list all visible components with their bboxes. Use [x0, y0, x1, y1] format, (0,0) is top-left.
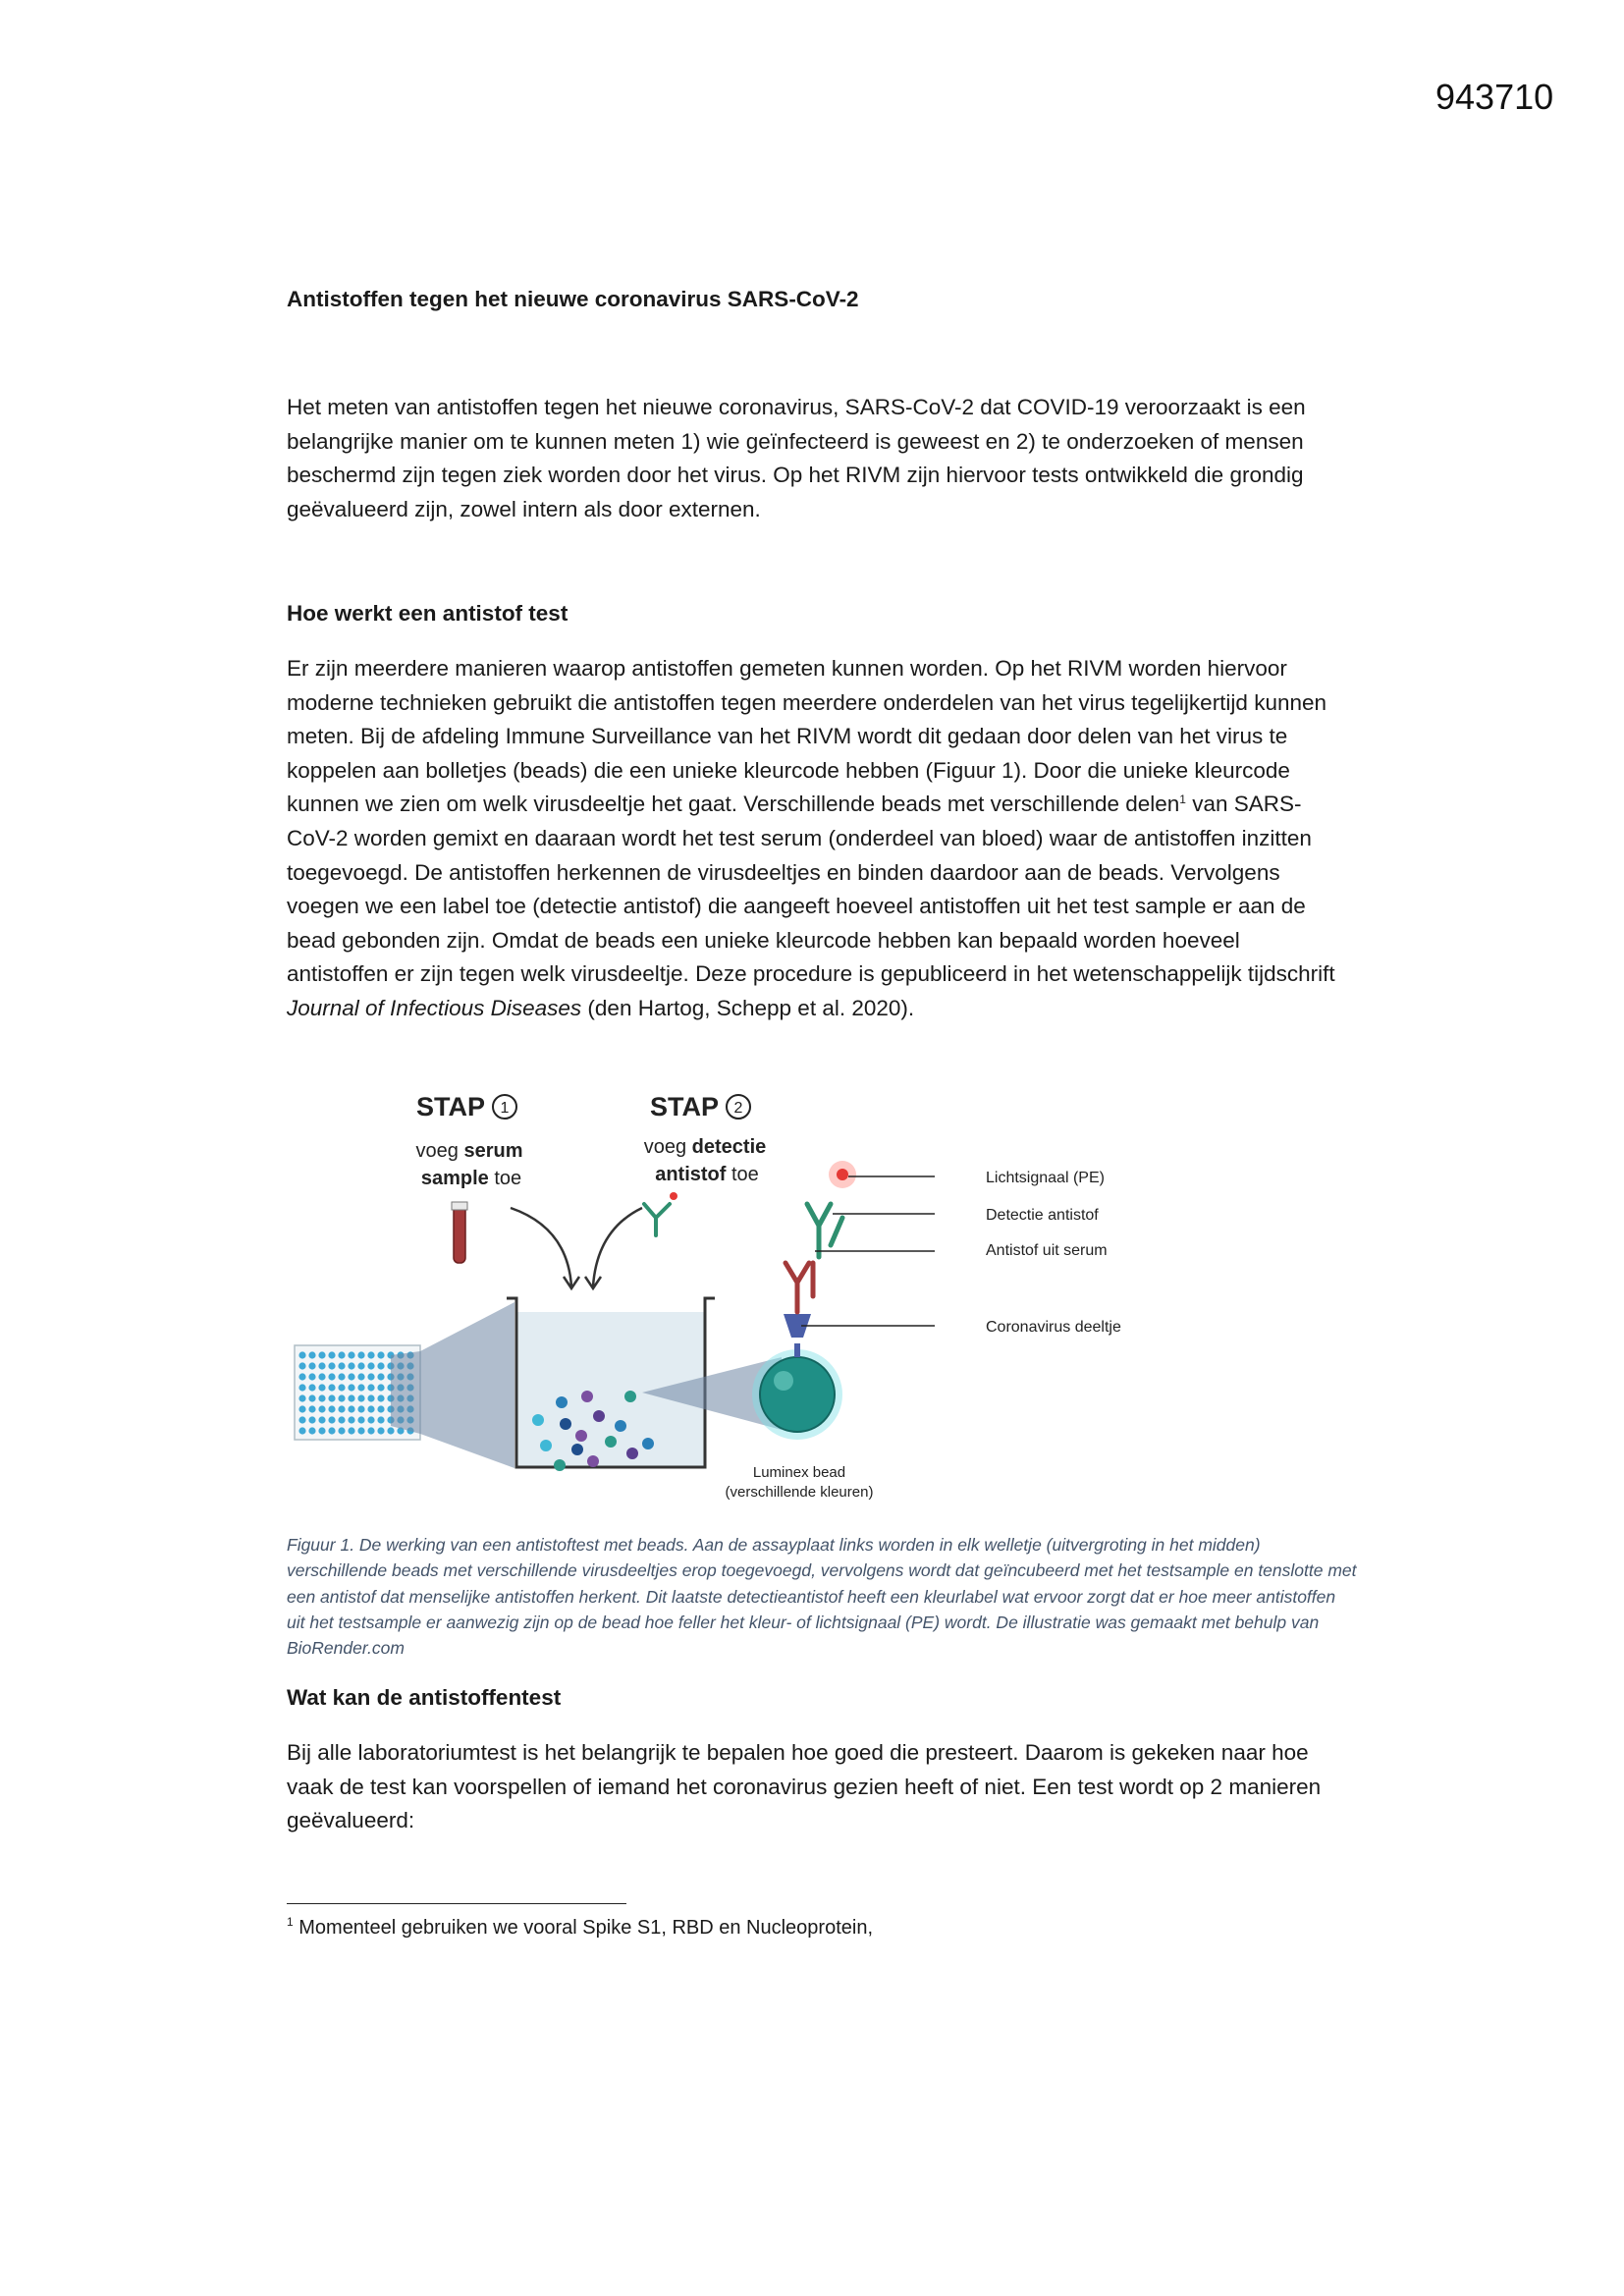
plate-well [357, 1384, 364, 1391]
plate-well [328, 1351, 335, 1358]
bead [642, 1438, 654, 1449]
figure-caption: Figuur 1. De werking van een antistoftest met beads. Aan de assayplaat links worden in elk welletje (uitvergroting in het midden) verschillende beads met verschillende virusdeeltjes erop toegevoegd, vervolgens wordt dat geïncubeerd met het testsample en tenslotte met een antistof dat menselijke antistoffen herkent. Dit laatste detectieantistof heeft een kleurlabel wat ervoor zorgt dat er hoe meer antistoffen uit het testsample er aanwezig zijn op de bead hoe feller het kleur- of lichtsignaal (PE) wordt. De illustratie was gemaakt met behulp van BioRender.com [287, 1535, 1357, 1659]
step1-line1: voeg serum [415, 1140, 523, 1162]
plate-well [387, 1427, 394, 1434]
plate-well [338, 1351, 345, 1358]
plate-well [377, 1373, 384, 1380]
step1-number: 1 [500, 1100, 510, 1117]
plate-well [308, 1416, 315, 1423]
bead [556, 1396, 568, 1408]
plate-well [338, 1416, 345, 1423]
footnote-ref[interactable]: 1 [1179, 793, 1186, 807]
bead [532, 1414, 544, 1426]
bead [575, 1430, 587, 1442]
arrow-step2 [593, 1208, 642, 1286]
plate-well [377, 1405, 384, 1412]
plate-well [377, 1416, 384, 1423]
bead [571, 1444, 583, 1455]
plate-well [338, 1373, 345, 1380]
bead-label-2: (verschillende kleuren) [725, 1484, 874, 1501]
plate-well [318, 1394, 325, 1401]
footnote-text: Momenteel gebruiken we vooral Spike S1, RBD en Nucleoprotein, [293, 1917, 873, 1939]
plate-well [298, 1362, 305, 1369]
plate-well [328, 1394, 335, 1401]
plate-well [338, 1405, 345, 1412]
plate-well [348, 1373, 354, 1380]
plate-well [298, 1384, 305, 1391]
plate-well [357, 1351, 364, 1358]
plate-well [308, 1384, 315, 1391]
plate-well [357, 1373, 364, 1380]
bead [560, 1418, 571, 1430]
bead-label-1: Luminex bead [752, 1464, 846, 1481]
how-text-part2: van SARS-CoV-2 worden gemixt en daaraan wordt het test serum (onderdeel van bloed) waar de antistoffen inzitten toegevoegd. De antistoffen herkennen de virusdeeltjes en binden daardoor aan de beads. Vervolgens voegen we een label toe (detectie antistof) die aangeeft hoeveel antistoffen uit het test sample er aan de bead gebonden zijn. Omdat de beads een unieke kleurcode hebben kan bepaald worden hoeveel antistoffen er zijn tegen welk virusdeeltje. Deze procedure is gepubliceerd in het wetenschappelijk tijdschrift [287, 792, 1335, 987]
plate-well [328, 1416, 335, 1423]
heading-what-can-test-do: Wat kan de antistoffentest [287, 1685, 562, 1710]
plate-well [377, 1394, 384, 1401]
plate-well [318, 1384, 325, 1391]
light-signal-icon [829, 1161, 856, 1188]
step2-title: STAP [650, 1092, 720, 1121]
zoom-cone-plate [391, 1302, 514, 1468]
plate-well [308, 1405, 315, 1412]
label-serum-antibody: Antistof uit serum [986, 1242, 1108, 1259]
plate-well [377, 1384, 384, 1391]
plate-well [357, 1416, 364, 1423]
step2-line2: antistof toe [655, 1164, 759, 1185]
footnote [287, 1913, 873, 1942]
plate-well [308, 1351, 315, 1358]
plate-well [367, 1362, 374, 1369]
bead [593, 1410, 605, 1422]
plate-well [348, 1416, 354, 1423]
what-can-test-do-paragraph: Bij alle laboratoriumtest is het belangrijk te bepalen hoe goed die presteert. Daarom is gekeken naar hoe vaak de test kan voorspellen of iemand het coronavirus gezien heeft of niet. Een test wordt op 2 manieren geëvalueerd: [287, 1740, 1322, 1833]
bead [605, 1436, 617, 1448]
plate-well [318, 1405, 325, 1412]
label-light-signal: Lichtsignaal (PE) [986, 1170, 1105, 1186]
plate-well [348, 1384, 354, 1391]
plate-well [318, 1416, 325, 1423]
footnote-number: 1 [287, 1915, 294, 1929]
plate-well [357, 1362, 364, 1369]
detection-antibody-icon [807, 1204, 842, 1257]
bead [581, 1391, 593, 1402]
heading-how-it-works: Hoe werkt een antistof test [287, 601, 568, 626]
how-text-part1: Er zijn meerdere manieren waarop antistoffen gemeten kunnen worden. Op het RIVM worden hiervoor moderne technieken gebruikt die antistoffen tegen meerdere onderdelen van het virus tegelijkertijd kunnen meten. Bij de afdeling Immune Surveillance van het RIVM wordt dit gedaan door delen van het virus te koppelen aan bolletjes (beads) die een unieke kleurcode hebben (Figuur 1). Door die unieke kleurcode kunnen we zien om welk virusdeeltje het gaat. Verschillende beads met verschillende delen [287, 656, 1327, 817]
plate-well [328, 1362, 335, 1369]
plate-well [357, 1405, 364, 1412]
plate-well [348, 1394, 354, 1401]
bead [587, 1455, 599, 1467]
how-text-part3: (den Hartog, Schepp et al. 2020). [581, 995, 915, 1020]
plate-well [367, 1427, 374, 1434]
plate-well [318, 1427, 325, 1434]
plate-well [377, 1427, 384, 1434]
plate-well [377, 1362, 384, 1369]
plate-well [367, 1416, 374, 1423]
plate-well [367, 1405, 374, 1412]
label-coronavirus-particle: Coronavirus deeltje [986, 1319, 1121, 1336]
plate-well [367, 1384, 374, 1391]
plate-well [328, 1373, 335, 1380]
label-detection-antibody: Detectie antistof [986, 1207, 1099, 1224]
plate-well [377, 1351, 384, 1358]
plate-well [367, 1394, 374, 1401]
plate-well [357, 1394, 364, 1401]
journal-name: Journal of Infectious Diseases [287, 995, 582, 1020]
how-it-works-paragraph [287, 652, 1347, 1026]
plate-well [308, 1362, 315, 1369]
plate-well [318, 1351, 325, 1358]
plate-well [338, 1362, 345, 1369]
plate-well [318, 1373, 325, 1380]
plate-well [367, 1373, 374, 1380]
plate-well [348, 1427, 354, 1434]
step2-line1: voeg detectie [643, 1136, 767, 1158]
page-id: 943710 [1435, 77, 1554, 117]
plate-well [348, 1362, 354, 1369]
plate-well [328, 1427, 335, 1434]
plate-well [348, 1405, 354, 1412]
plate-well [357, 1427, 364, 1434]
plate-well [318, 1362, 325, 1369]
plate-well [308, 1427, 315, 1434]
bead [615, 1420, 626, 1432]
document-title: Antistoffen tegen het nieuwe coronavirus SARS-CoV-2 [287, 287, 859, 311]
plate-well [298, 1394, 305, 1401]
plate-well [338, 1427, 345, 1434]
plate-well [308, 1373, 315, 1380]
intro-paragraph: Het meten van antistoffen tegen het nieuwe coronavirus, SARS-CoV-2 dat COVID-19 veroorzaakt is een belangrijke manier om te kunnen meten 1) wie geïnfecteerd is geweest en 2) te onderzoeken of mensen beschermd zijn tegen ziek worden door het virus. Op het RIVM zijn hiervoor tests ontwikkeld die grondig geëvalueerd zijn, zowel intern als door externen. [287, 395, 1306, 521]
plate-well [367, 1351, 374, 1358]
bead [554, 1459, 566, 1471]
step1-title: STAP [416, 1092, 486, 1121]
footnote-separator [287, 1903, 626, 1904]
bead [624, 1391, 636, 1402]
plate-well [298, 1351, 305, 1358]
plate-well [298, 1427, 305, 1434]
bead [540, 1440, 552, 1451]
plate-well [328, 1405, 335, 1412]
serum-tube-icon [452, 1202, 467, 1263]
plate-well [328, 1384, 335, 1391]
plate-well [298, 1416, 305, 1423]
plate-well [338, 1384, 345, 1391]
detection-antibody-small-icon [644, 1192, 677, 1235]
plate-well [308, 1394, 315, 1401]
serum-antibody-icon [785, 1263, 813, 1312]
step1-line2: sample toe [420, 1168, 522, 1189]
step2-number: 2 [733, 1100, 743, 1117]
luminex-bead [752, 1349, 842, 1440]
plate-well [298, 1405, 305, 1412]
arrow-step1 [511, 1208, 571, 1286]
plate-well [338, 1394, 345, 1401]
plate-well [298, 1373, 305, 1380]
plate-well [348, 1351, 354, 1358]
figure-1-illustration [287, 1080, 1151, 1512]
bead [626, 1448, 638, 1459]
